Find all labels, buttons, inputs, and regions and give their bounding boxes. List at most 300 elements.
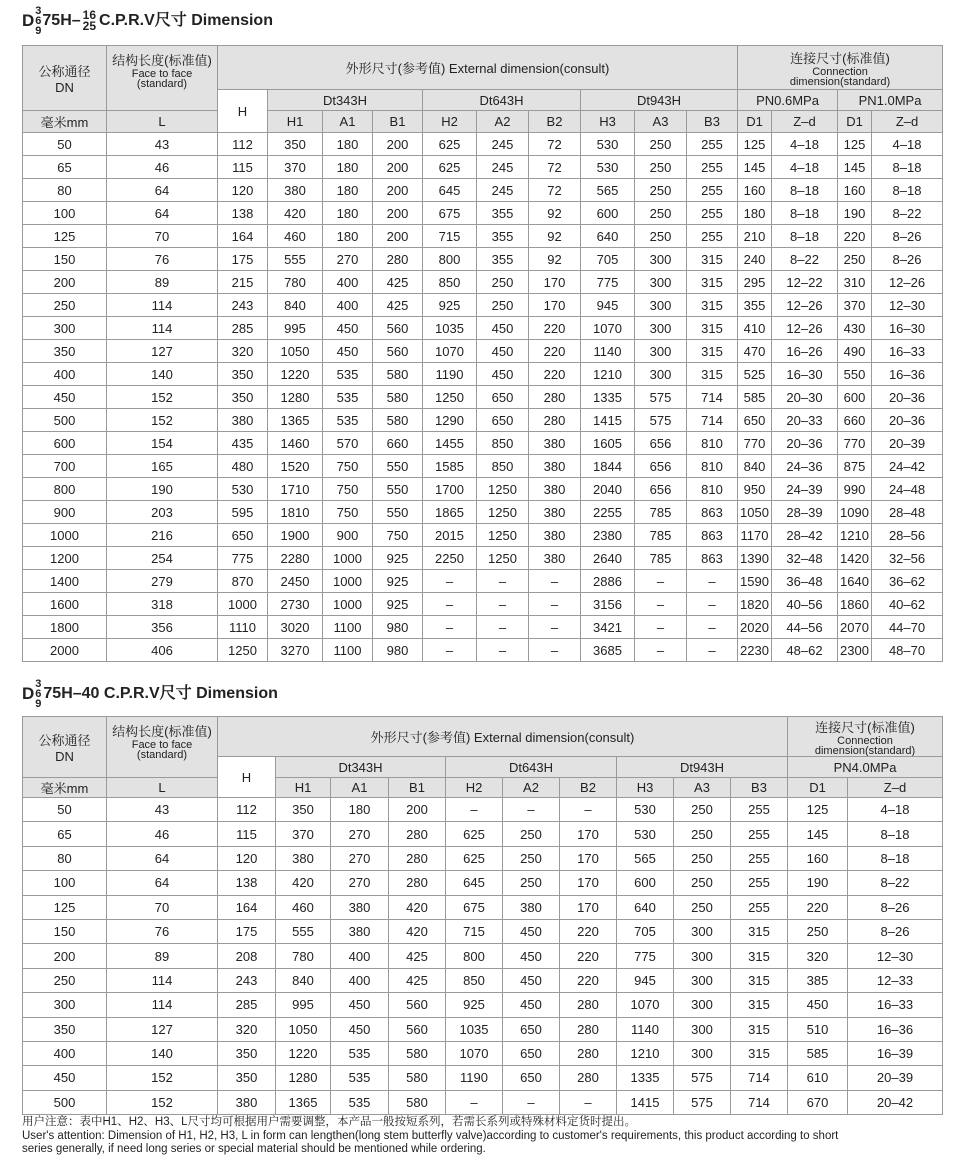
table-cell: 1640 — [838, 570, 872, 593]
table-cell: 48–62 — [772, 639, 838, 662]
table-cell: 28–56 — [872, 524, 943, 547]
table-row — [23, 501, 943, 524]
table-cell: 46 — [107, 156, 218, 179]
table-cell: 300 — [635, 271, 687, 294]
table-cell: 255 — [687, 156, 738, 179]
table-cell: 380 — [331, 919, 389, 943]
table-row — [23, 409, 943, 432]
table-cell: 1585 — [423, 455, 477, 478]
table-row — [23, 846, 943, 870]
table-cell: 280 — [373, 248, 423, 271]
table-cell: 300 — [674, 944, 731, 968]
zd-header: Z–d — [848, 778, 943, 798]
face-to-face-header: 结构长度(标准值) Face to face (standard) — [107, 717, 218, 778]
table-cell: 20–42 — [848, 1090, 943, 1114]
table-row — [23, 1041, 943, 1065]
table-cell: 775 — [581, 271, 635, 294]
h3-header: H3 — [581, 111, 635, 133]
b1-header: B1 — [389, 778, 446, 798]
dt343h-header: Dt343H — [268, 90, 423, 111]
table-cell: 152 — [107, 386, 218, 409]
table-cell: 370 — [268, 156, 323, 179]
table-cell: 100 — [23, 871, 107, 895]
table-cell: 255 — [731, 895, 788, 919]
table-cell: 70 — [107, 225, 218, 248]
table-cell: 44–70 — [872, 616, 943, 639]
title-suffix: 75H–40 C.P.R.V尺寸 Dimension — [43, 685, 278, 702]
table-cell: 180 — [738, 202, 772, 225]
table-cell: 1590 — [738, 570, 772, 593]
table-cell: – — [423, 616, 477, 639]
table-cell: 12–26 — [772, 317, 838, 340]
table-cell: 318 — [107, 593, 218, 616]
table-cell: 3270 — [268, 639, 323, 662]
table-cell: 70 — [107, 895, 218, 919]
table-cell: – — [529, 570, 581, 593]
table-cell: 1140 — [581, 340, 635, 363]
table-cell: 315 — [687, 248, 738, 271]
table-cell: 550 — [373, 501, 423, 524]
table-row — [23, 593, 943, 616]
table-cell: – — [635, 639, 687, 662]
table-cell: 243 — [218, 968, 276, 992]
table-cell: 115 — [218, 822, 276, 846]
table-row — [23, 616, 943, 639]
table-cell: 125 — [838, 133, 872, 156]
table-cell: 20–39 — [848, 1066, 943, 1090]
table-cell: 400 — [23, 363, 107, 386]
table-row — [23, 871, 943, 895]
table-cell: 285 — [218, 317, 268, 340]
table-cell: 300 — [674, 919, 731, 943]
table-cell: 300 — [674, 993, 731, 1017]
table-cell: 190 — [788, 871, 848, 895]
table-cell: 810 — [687, 455, 738, 478]
dt943h-header: Dt943H — [581, 90, 738, 111]
table-cell: 370 — [276, 822, 331, 846]
table-cell: 500 — [23, 409, 107, 432]
zd-header: Z–d — [872, 111, 943, 133]
table-cell: 12–26 — [772, 294, 838, 317]
h-header: H — [218, 90, 268, 133]
a2-header: A2 — [503, 778, 560, 798]
table-cell: 625 — [446, 846, 503, 870]
table-cell: 1605 — [581, 432, 635, 455]
table1-title — [22, 6, 273, 36]
table-cell: 190 — [838, 202, 872, 225]
table-cell: 1220 — [276, 1041, 331, 1065]
title-pressure-fraction: 16 25 — [82, 8, 97, 33]
table-row — [23, 570, 943, 593]
table-cell: 650 — [503, 1066, 560, 1090]
table-cell: 270 — [331, 871, 389, 895]
table-cell: 355 — [477, 248, 529, 271]
table-cell: 20–36 — [872, 386, 943, 409]
table-cell: 1415 — [617, 1090, 674, 1114]
a2-header: A2 — [477, 111, 529, 133]
table-cell: 410 — [738, 317, 772, 340]
table-cell: 145 — [738, 156, 772, 179]
table-cell: – — [560, 798, 617, 822]
title-index-stack: 3 6 9 — [35, 678, 42, 710]
table-cell: 220 — [560, 968, 617, 992]
table-cell: 145 — [788, 822, 848, 846]
table-cell: 64 — [107, 179, 218, 202]
table-cell: 650 — [503, 1017, 560, 1041]
table-row — [23, 179, 943, 202]
table-cell: 160 — [838, 179, 872, 202]
table-cell: 152 — [107, 1066, 218, 1090]
table-cell: 800 — [423, 248, 477, 271]
table-cell: – — [446, 1090, 503, 1114]
table-cell: 380 — [268, 179, 323, 202]
table-cell: 315 — [731, 1041, 788, 1065]
table-cell: – — [560, 1090, 617, 1114]
table-cell: 125 — [788, 798, 848, 822]
table-cell: 645 — [423, 179, 477, 202]
table-cell: 1365 — [276, 1090, 331, 1114]
table-cell: 8–18 — [872, 156, 943, 179]
table-cell: 1050 — [276, 1017, 331, 1041]
table-cell: 380 — [529, 432, 581, 455]
table-cell: 350 — [218, 1041, 276, 1065]
b3-header: B3 — [687, 111, 738, 133]
table-cell: 863 — [687, 501, 738, 524]
table-row — [23, 271, 943, 294]
table-row — [23, 639, 943, 662]
table-cell: 600 — [581, 202, 635, 225]
table-cell: 950 — [738, 478, 772, 501]
table-cell: 800 — [446, 944, 503, 968]
table-cell: 535 — [331, 1041, 389, 1065]
table-cell: 385 — [788, 968, 848, 992]
table-cell: 280 — [529, 409, 581, 432]
table-cell: 575 — [635, 386, 687, 409]
zd-header: Z–d — [772, 111, 838, 133]
table-cell: 990 — [838, 478, 872, 501]
table-cell: – — [503, 798, 560, 822]
table-cell: 1070 — [423, 340, 477, 363]
table-cell: 28–39 — [772, 501, 838, 524]
table-cell: 64 — [107, 202, 218, 225]
table-cell: 72 — [529, 179, 581, 202]
table-cell: 714 — [731, 1090, 788, 1114]
table-cell: 255 — [731, 822, 788, 846]
table-cell: – — [477, 616, 529, 639]
table-cell: 1250 — [477, 524, 529, 547]
table-cell: 575 — [674, 1090, 731, 1114]
table-cell: 1000 — [218, 593, 268, 616]
table-cell: 450 — [503, 968, 560, 992]
table-cell: 315 — [687, 294, 738, 317]
table-cell: 50 — [23, 798, 107, 822]
table-cell: 12–30 — [848, 944, 943, 968]
table-cell: 435 — [218, 432, 268, 455]
table-cell: 535 — [331, 1090, 389, 1114]
table-cell: 180 — [323, 225, 373, 248]
table-cell: 255 — [731, 871, 788, 895]
table-cell: 1100 — [323, 616, 373, 639]
table-cell: 656 — [635, 455, 687, 478]
table-cell: 2886 — [581, 570, 635, 593]
table-cell: 2730 — [268, 593, 323, 616]
table-cell: 220 — [560, 944, 617, 968]
table-cell: 2020 — [738, 616, 772, 639]
table-cell: 925 — [423, 294, 477, 317]
table-row — [23, 944, 943, 968]
table-cell: 125 — [738, 133, 772, 156]
table-cell: 380 — [529, 478, 581, 501]
table-row — [23, 340, 943, 363]
d1-header: D1 — [838, 111, 872, 133]
table-cell: 656 — [635, 432, 687, 455]
table-row — [23, 547, 943, 570]
table-cell: 380 — [529, 501, 581, 524]
table-cell: 850 — [477, 432, 529, 455]
table-cell: 160 — [738, 179, 772, 202]
table-cell: 203 — [107, 501, 218, 524]
table-cell: 44–56 — [772, 616, 838, 639]
table-row — [23, 202, 943, 225]
table-cell: 250 — [635, 156, 687, 179]
dimension-table-1 — [22, 45, 943, 662]
a1-header: A1 — [323, 111, 373, 133]
table-cell: 250 — [23, 968, 107, 992]
table-cell: 400 — [331, 944, 389, 968]
table2-title — [22, 679, 278, 709]
table-cell: 200 — [373, 156, 423, 179]
table-cell: 640 — [617, 895, 674, 919]
table-cell: 250 — [674, 822, 731, 846]
table-cell: 20–33 — [772, 409, 838, 432]
table-cell: 89 — [107, 944, 218, 968]
table-cell: 65 — [23, 156, 107, 179]
table-cell: 580 — [389, 1041, 446, 1065]
table-cell: 1900 — [268, 524, 323, 547]
table1-header-row-1 — [23, 46, 943, 90]
table-cell: 350 — [218, 386, 268, 409]
table-cell: 8–26 — [872, 225, 943, 248]
table-cell: 280 — [560, 1066, 617, 1090]
table-cell: 150 — [23, 248, 107, 271]
table-row — [23, 968, 943, 992]
table-cell: 1865 — [423, 501, 477, 524]
table-cell: 190 — [107, 478, 218, 501]
table-cell: 2015 — [423, 524, 477, 547]
table-cell: 1000 — [323, 570, 373, 593]
table-cell: 1070 — [446, 1041, 503, 1065]
table-cell: 8–22 — [772, 248, 838, 271]
table-cell: 138 — [218, 202, 268, 225]
table-cell: 1860 — [838, 593, 872, 616]
table-cell: 180 — [331, 798, 389, 822]
table-cell: 850 — [477, 455, 529, 478]
table-cell: 164 — [218, 895, 276, 919]
table-cell: 280 — [560, 1041, 617, 1065]
table-cell: 400 — [331, 968, 389, 992]
table-cell: 510 — [788, 1017, 848, 1041]
table-cell: – — [503, 1090, 560, 1114]
table-cell: 4–18 — [872, 133, 943, 156]
table-cell: 16–36 — [872, 363, 943, 386]
table-cell: 1220 — [268, 363, 323, 386]
table-cell: 20–39 — [872, 432, 943, 455]
l-header: L — [107, 111, 218, 133]
table-cell: 400 — [323, 294, 373, 317]
table-cell: 2450 — [268, 570, 323, 593]
table-cell: 220 — [560, 919, 617, 943]
table-cell: 715 — [446, 919, 503, 943]
table-cell: 315 — [687, 271, 738, 294]
table-cell: 780 — [276, 944, 331, 968]
table-cell: – — [529, 593, 581, 616]
table-cell: 380 — [529, 455, 581, 478]
table-cell: 16–30 — [772, 363, 838, 386]
table-cell: 72 — [529, 156, 581, 179]
h1-header: H1 — [268, 111, 323, 133]
table-cell: 780 — [268, 271, 323, 294]
table-cell: 460 — [276, 895, 331, 919]
table-cell: 300 — [23, 993, 107, 1017]
table-cell: 300 — [23, 317, 107, 340]
table-cell: 863 — [687, 547, 738, 570]
table-cell: 150 — [23, 919, 107, 943]
table-cell: 900 — [23, 501, 107, 524]
table-cell: 240 — [738, 248, 772, 271]
table-cell: 350 — [268, 133, 323, 156]
dt343h-header: Dt343H — [276, 757, 446, 778]
table-cell: 1250 — [218, 639, 268, 662]
table-cell: 450 — [503, 993, 560, 1017]
table-row — [23, 919, 943, 943]
table-cell: 714 — [731, 1066, 788, 1090]
table-cell: 300 — [674, 1041, 731, 1065]
table-cell: 12–30 — [872, 294, 943, 317]
table-cell: 450 — [477, 363, 529, 386]
table-cell: 350 — [218, 363, 268, 386]
table-cell: 24–48 — [872, 478, 943, 501]
table-cell: 775 — [218, 547, 268, 570]
table-cell: – — [423, 639, 477, 662]
table-cell: 210 — [738, 225, 772, 248]
table-cell: 370 — [838, 294, 872, 317]
table-cell: 8–18 — [848, 846, 943, 870]
table2-body — [23, 717, 943, 1115]
h1-header: H1 — [276, 778, 331, 798]
table-cell: 555 — [276, 919, 331, 943]
b1-header: B1 — [373, 111, 423, 133]
table-cell: 320 — [788, 944, 848, 968]
table-cell: 40–62 — [872, 593, 943, 616]
table-cell: 280 — [560, 1017, 617, 1041]
table-cell: 350 — [23, 1017, 107, 1041]
table-cell: 1365 — [268, 409, 323, 432]
table-cell: 32–56 — [872, 547, 943, 570]
table-cell: 50 — [23, 133, 107, 156]
table-cell: 165 — [107, 455, 218, 478]
unit-header: 毫米mm — [23, 111, 107, 133]
table-cell: 2255 — [581, 501, 635, 524]
table-cell: 585 — [738, 386, 772, 409]
table-cell: – — [446, 798, 503, 822]
table-cell: 750 — [323, 455, 373, 478]
table-cell: 355 — [477, 225, 529, 248]
table-cell: 560 — [373, 340, 423, 363]
table-cell: 600 — [617, 871, 674, 895]
table-cell: 530 — [617, 798, 674, 822]
table-cell: 180 — [323, 133, 373, 156]
table-cell: 250 — [503, 846, 560, 870]
table-cell: 285 — [218, 993, 276, 1017]
table-cell: 550 — [373, 455, 423, 478]
table-cell: 315 — [687, 340, 738, 363]
table-cell: 580 — [373, 363, 423, 386]
table-cell: 350 — [23, 340, 107, 363]
table-cell: 1100 — [323, 639, 373, 662]
table-cell: 80 — [23, 179, 107, 202]
table-cell: 1190 — [446, 1066, 503, 1090]
a1-header: A1 — [331, 778, 389, 798]
table-cell: 315 — [687, 317, 738, 340]
table-cell: 145 — [838, 156, 872, 179]
table-cell: 750 — [373, 524, 423, 547]
table-cell: 300 — [674, 968, 731, 992]
table-cell: 550 — [838, 363, 872, 386]
table-cell: 20–30 — [772, 386, 838, 409]
table-cell: 1110 — [218, 616, 268, 639]
table-cell: 243 — [218, 294, 268, 317]
table-cell: 580 — [373, 386, 423, 409]
table-cell: 595 — [218, 501, 268, 524]
table-cell: 279 — [107, 570, 218, 593]
table-cell: 24–42 — [872, 455, 943, 478]
table-cell: 925 — [373, 593, 423, 616]
table-cell: 245 — [477, 133, 529, 156]
table-cell: 3421 — [581, 616, 635, 639]
table-cell: 480 — [218, 455, 268, 478]
table-cell: 2300 — [838, 639, 872, 662]
table-cell: 1280 — [268, 386, 323, 409]
table-row — [23, 386, 943, 409]
table-cell: 255 — [687, 133, 738, 156]
table-cell: 175 — [218, 919, 276, 943]
table-cell: 470 — [738, 340, 772, 363]
table-cell: 220 — [788, 895, 848, 919]
table-cell: 295 — [738, 271, 772, 294]
table-cell: 585 — [788, 1041, 848, 1065]
user-attention-note — [22, 1116, 962, 1157]
a3-header: A3 — [635, 111, 687, 133]
table-cell: 420 — [389, 895, 446, 919]
b2-header: B2 — [560, 778, 617, 798]
table-cell: 255 — [731, 798, 788, 822]
table-cell: 580 — [389, 1066, 446, 1090]
table-cell: – — [529, 639, 581, 662]
table-cell: 670 — [788, 1090, 848, 1114]
table-cell: 750 — [323, 478, 373, 501]
d1-header: D1 — [788, 778, 848, 798]
table-cell: 675 — [446, 895, 503, 919]
table-cell: 280 — [529, 386, 581, 409]
table-cell: 650 — [503, 1041, 560, 1065]
table-cell: 64 — [107, 846, 218, 870]
b3-header: B3 — [731, 778, 788, 798]
table-cell: 600 — [23, 432, 107, 455]
table-cell: 925 — [446, 993, 503, 1017]
table-cell: 1280 — [276, 1066, 331, 1090]
table-cell: 315 — [731, 1017, 788, 1041]
table-row — [23, 822, 943, 846]
